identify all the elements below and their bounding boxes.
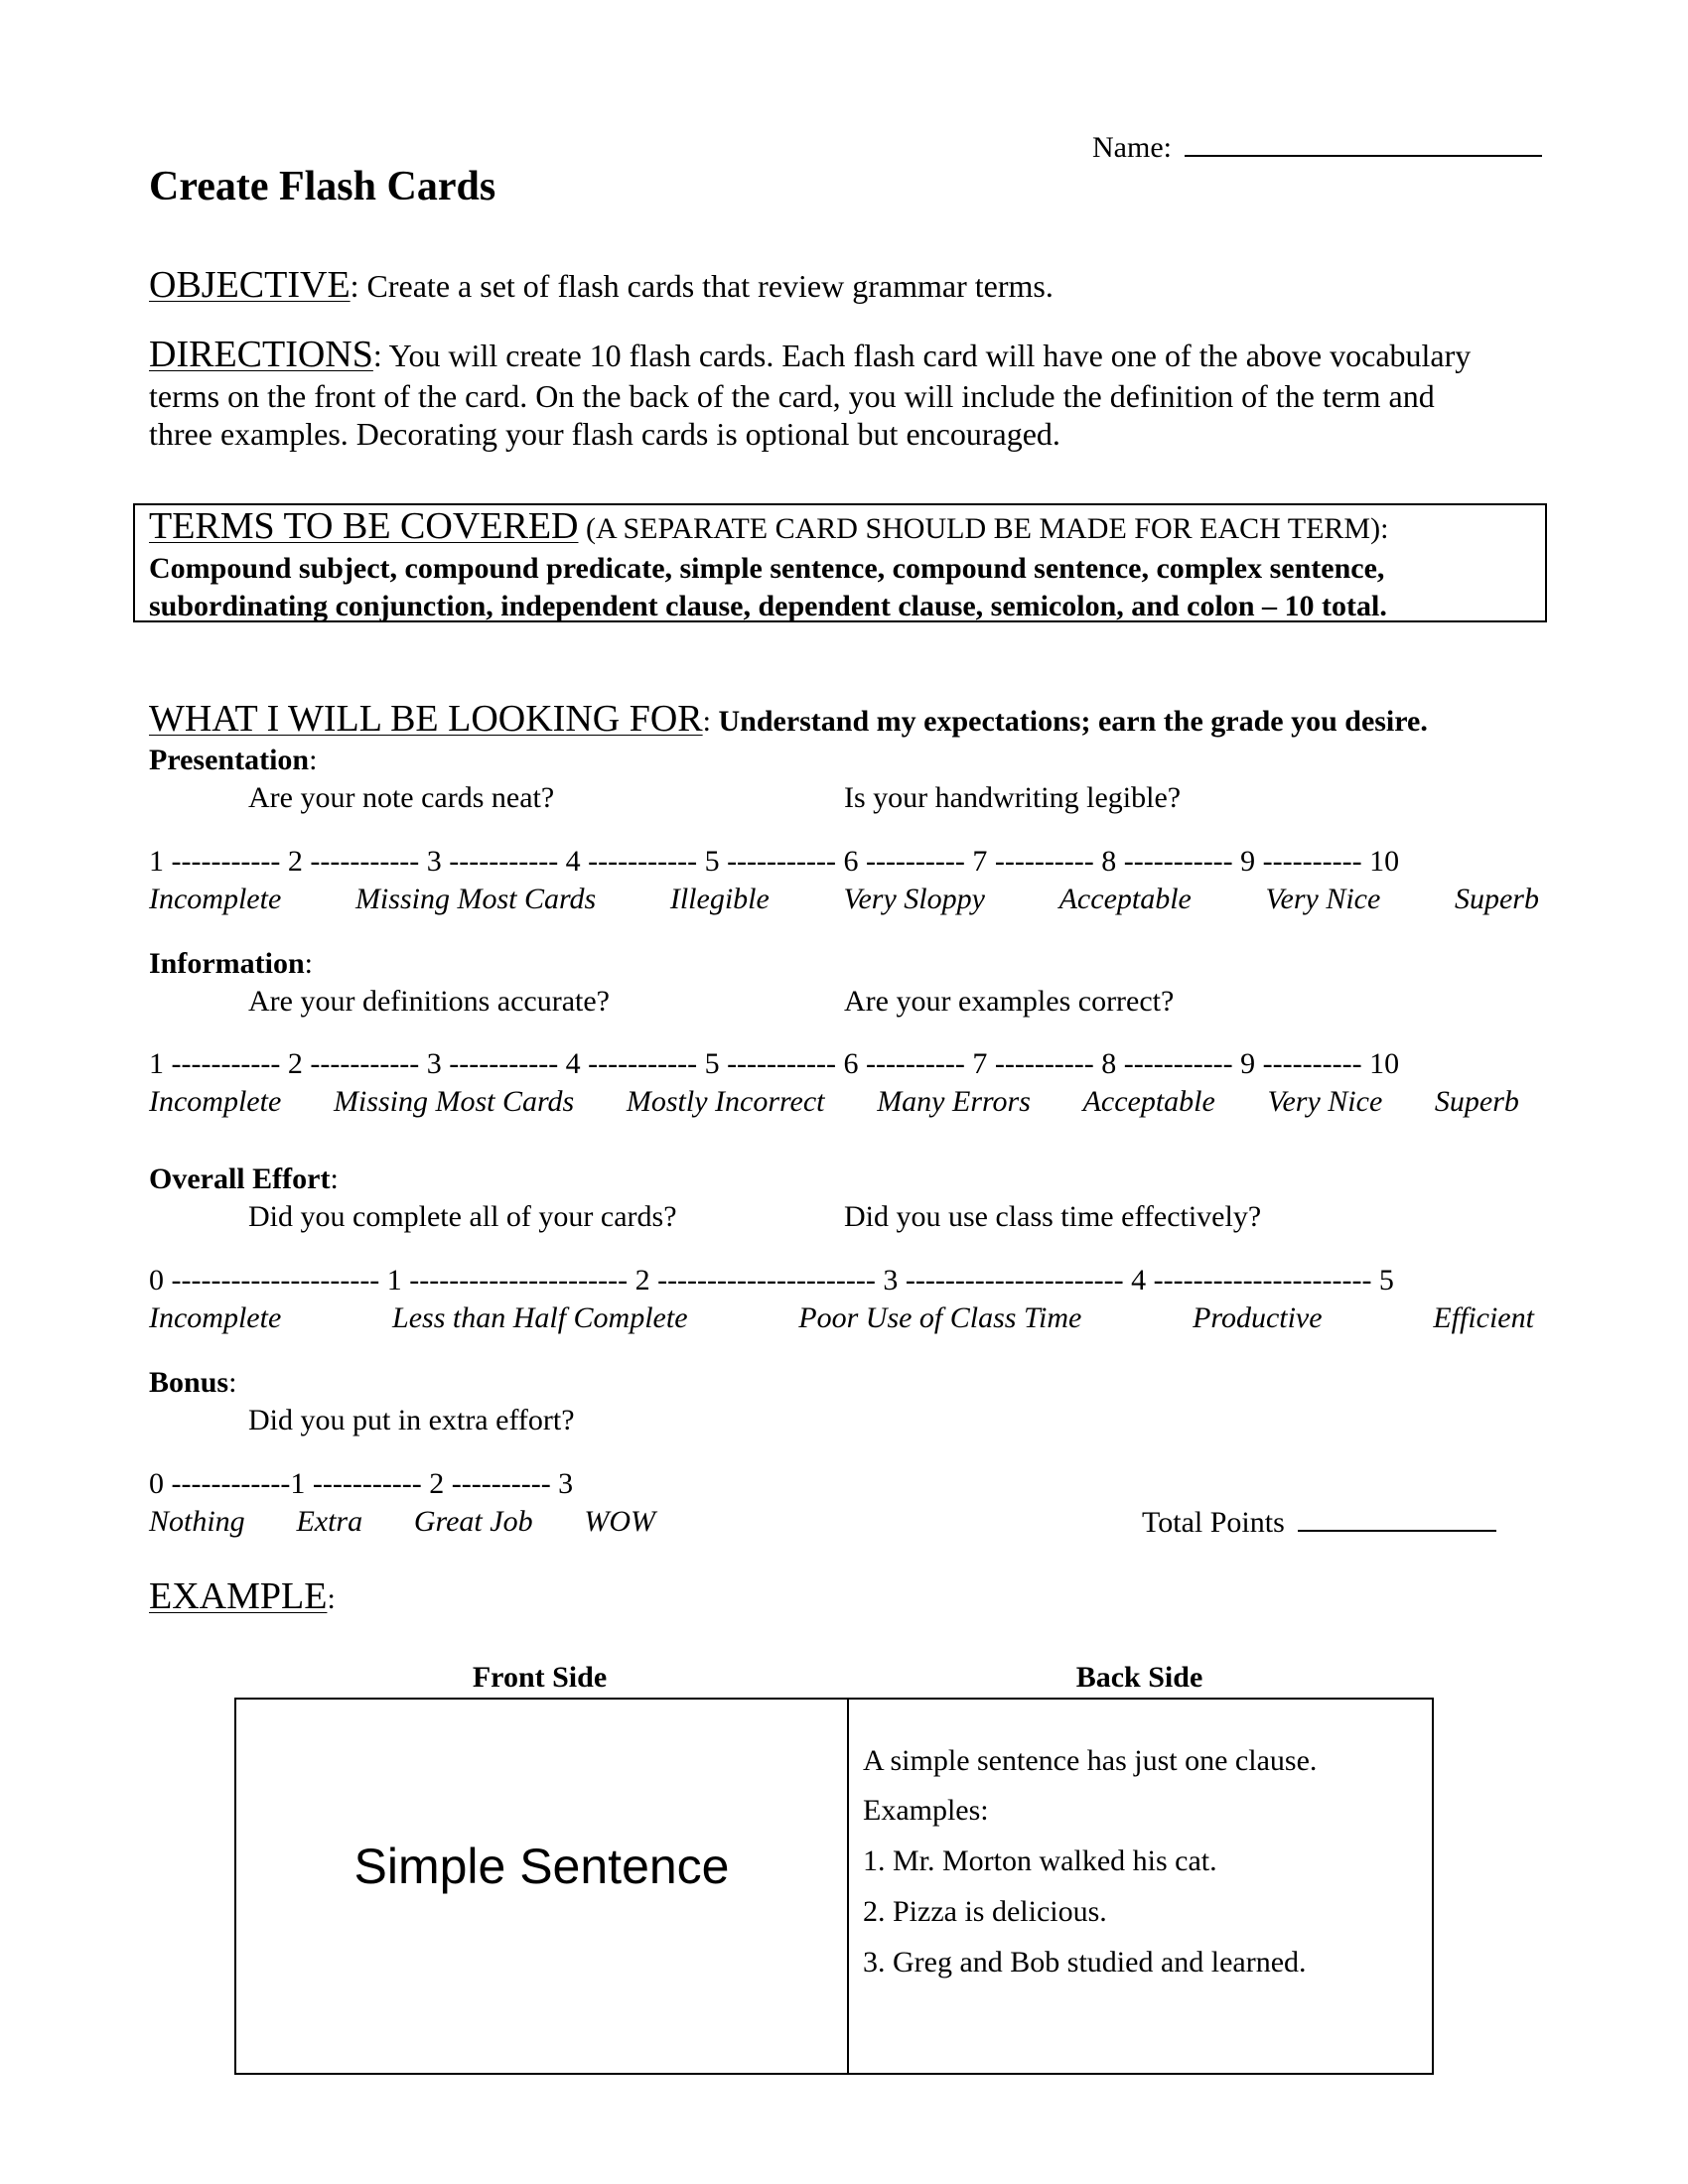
effort-question-1: Did you complete all of your cards?	[248, 1200, 677, 1233]
presentation-question-2: Is your handwriting legible?	[844, 781, 1182, 814]
directions-line-2: terms on the front of the card. On the back of the card, you will include the definition of the term and	[149, 378, 1435, 414]
scale-label: Very Sloppy	[843, 883, 985, 915]
back-line: 3. Greg and Bob studied and learned.	[863, 1946, 1307, 1979]
example-card-table	[234, 1698, 1434, 2075]
scale-label: Mostly Incorrect	[626, 1085, 825, 1118]
directions-label: DIRECTIONS	[149, 334, 373, 375]
back-line: 1. Mr. Morton walked his cat.	[863, 1844, 1217, 1877]
bonus-heading: Bonus:	[149, 1366, 237, 1399]
scale-label: Illegible	[669, 883, 770, 915]
objective-label: OBJECTIVE	[149, 264, 351, 306]
information-question-1: Are your definitions accurate?	[248, 985, 610, 1018]
front-term: Simple Sentence	[353, 1839, 730, 1894]
back-side-header: Back Side	[1075, 1661, 1203, 1694]
scale-label: Less than Half Complete	[392, 1301, 688, 1334]
terms-heading	[149, 505, 1389, 547]
objective-text: Create a set of flash cards that review grammar terms.	[366, 268, 1054, 304]
back-line: Examples:	[863, 1794, 989, 1827]
effort-scale: 0 --------------------- 1 ---------------------- 2 ---------------------- 3 ---------------------- 4 ---------------------- 5	[149, 1264, 1394, 1297]
presentation-scale: 1 ----------- 2 ----------- 3 ----------- 4 ----------- 5 ----------- 6 ---------- 7 ---------- 8 ----------- 9 ---------- 10	[149, 845, 1400, 878]
front-side-header: Front Side	[472, 1661, 608, 1694]
example-label: EXAMPLE	[149, 1575, 328, 1617]
name-label: Name:	[1092, 131, 1172, 164]
scale-label: Missing Most Cards	[354, 883, 597, 915]
name-field[interactable]	[1092, 129, 1542, 166]
looking-for-heading: WHAT I WILL BE LOOKING FOR: Understand my expectations; earn the grade you desire.	[149, 698, 1428, 740]
scale-label: Extra	[296, 1505, 363, 1538]
directions: DIRECTIONS: You will create 10 flash cards. Each flash card will have one of the above vocabulary	[149, 334, 1472, 375]
example-heading: EXAMPLE:	[149, 1575, 336, 1617]
scale-label: Great Job	[413, 1505, 533, 1538]
information-heading: Information:	[149, 947, 314, 980]
scale-label: Incomplete	[149, 1301, 282, 1334]
scale-label: Productive	[1193, 1301, 1323, 1334]
scale-label: Incomplete	[149, 883, 282, 915]
scale-label: Superb	[1454, 883, 1539, 915]
effort-question-2: Did you use class time effectively?	[844, 1200, 1262, 1233]
bonus-scale: 0 ------------1 ----------- 2 ---------- 3	[149, 1467, 574, 1500]
bonus-scale-labels	[149, 1504, 655, 1540]
page-title: Create Flash Cards	[149, 164, 496, 209]
information-scale: 1 ----------- 2 ----------- 3 ----------- 4 ----------- 5 ----------- 6 ---------- 7 ---------- 8 ----------- 9 ---------- 10	[149, 1047, 1400, 1080]
bonus-question-1: Did you put in extra effort?	[248, 1404, 575, 1436]
presentation-scale-labels	[149, 882, 1539, 917]
presentation-question-1: Are your note cards neat?	[248, 781, 555, 814]
total-points-label: Total Points	[1142, 1506, 1285, 1539]
looking-for-label: WHAT I WILL BE LOOKING FOR	[149, 698, 703, 740]
scale-label: Very Nice	[1267, 1085, 1383, 1118]
scale-label: Very Nice	[1265, 883, 1381, 915]
scale-label: Acceptable	[1058, 883, 1192, 915]
scale-label: Incomplete	[149, 1085, 282, 1118]
back-line: 2. Pizza is delicious.	[863, 1895, 1107, 1928]
total-points-line[interactable]	[1298, 1504, 1496, 1532]
information-question-2: Are your examples correct?	[844, 985, 1175, 1018]
terms-note: (A SEPARATE CARD SHOULD BE MADE FOR EACH TERM):	[585, 512, 1389, 545]
card-front	[236, 1700, 849, 2073]
scale-label: Nothing	[149, 1505, 245, 1538]
terms-line-1: Compound subject, compound predicate, simple sentence, compound sentence, complex sentence,	[149, 552, 1385, 585]
terms-label: TERMS TO BE COVERED	[149, 505, 579, 547]
total-points-field[interactable]	[1142, 1504, 1496, 1541]
card-back	[849, 1700, 1432, 2073]
scale-label: Acceptable	[1082, 1085, 1215, 1118]
scale-label: WOW	[584, 1505, 655, 1538]
scale-label: Poor Use of Class Time	[798, 1301, 1082, 1334]
scale-label: Many Errors	[877, 1085, 1031, 1118]
directions-line-3: three examples. Decorating your flash cards is optional but encouraged.	[149, 416, 1060, 452]
back-line: A simple sentence has just one clause.	[863, 1744, 1318, 1777]
name-line[interactable]	[1185, 129, 1542, 157]
scale-label: Superb	[1434, 1085, 1519, 1118]
looking-for-tagline: Understand my expectations; earn the grade you desire.	[718, 705, 1428, 738]
scale-label: Efficient	[1433, 1301, 1534, 1334]
scale-label: Missing Most Cards	[333, 1085, 575, 1118]
presentation-heading: Presentation:	[149, 744, 318, 776]
information-scale-labels	[149, 1084, 1519, 1120]
effort-heading: Overall Effort:	[149, 1162, 339, 1195]
terms-line-2: subordinating conjunction, independent clause, dependent clause, semicolon, and colon – 10 total.	[149, 590, 1387, 622]
objective: OBJECTIVE: Create a set of flash cards that review grammar terms.	[149, 264, 1054, 306]
directions-line-1: You will create 10 flash cards. Each flash card will have one of the above vocabulary	[388, 338, 1472, 373]
effort-scale-labels	[149, 1300, 1534, 1336]
